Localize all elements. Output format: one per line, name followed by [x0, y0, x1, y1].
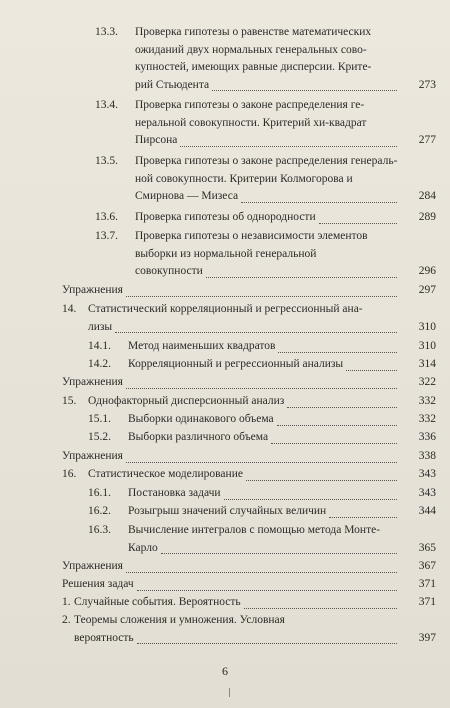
toc-entry-number: 14. [62, 303, 77, 315]
toc-entry-page: 297 [418, 284, 436, 296]
toc-entry-page: 310 [418, 320, 436, 333]
dot-leader [287, 407, 397, 408]
toc-entry-number: 15.1. [88, 413, 111, 425]
toc-entry-page: 371 [418, 578, 436, 590]
toc-entry-title: Вычисление интегралов с помощью метода Монте- [128, 524, 381, 536]
toc-entry-title: вероятность [74, 631, 134, 644]
toc-entry-title: Смирнова — Мизеса [135, 190, 239, 202]
toc-entry[interactable] [0, 393, 436, 411]
toc-entry[interactable] [0, 522, 436, 557]
toc-entry-title: Однофакторный дисперсионный анализ [88, 395, 285, 407]
toc-entry-number: 1. [62, 596, 71, 608]
toc-entry[interactable] [0, 356, 436, 374]
toc-entry[interactable] [0, 24, 436, 94]
toc-entry-number: 16.2. [88, 505, 111, 517]
toc-entry-page: 343 [418, 487, 436, 499]
page-number: 6 [222, 664, 228, 678]
toc-entry-page: 344 [418, 505, 436, 517]
toc-entry-page: 343 [418, 468, 436, 480]
dot-leader [137, 643, 397, 644]
toc-entry-title: Постановка задачи [128, 487, 221, 499]
dot-leader [329, 517, 397, 518]
toc-entry-title: Решения задач [62, 578, 134, 590]
toc-entry-number: 16. [62, 468, 77, 480]
toc-entry-page: 284 [418, 190, 436, 202]
toc-entry[interactable] [0, 374, 436, 392]
toc-entry-title: Выборки одинакового объема [128, 413, 274, 425]
toc-entry[interactable] [0, 612, 436, 647]
toc-entry-number: 13.3. [95, 26, 118, 38]
toc-entry[interactable] [0, 153, 436, 206]
toc-entry-page: 310 [418, 340, 436, 352]
toc-entry-title: Проверка гипотезы об однородности [135, 211, 316, 223]
dot-leader [244, 608, 397, 609]
toc-entry-title: лизы [88, 320, 113, 333]
toc-entry[interactable] [0, 338, 436, 356]
dot-leader [212, 90, 397, 91]
toc-entry-page: 397 [418, 631, 436, 644]
toc-entry-title: Проверка гипотезы о законе распределения ге- [135, 99, 365, 111]
toc-entry-number: 13.5. [95, 155, 118, 167]
toc-entry-number: 13.4. [95, 99, 118, 111]
toc-entry-number: 15. [62, 395, 77, 407]
toc-entry[interactable] [0, 503, 436, 521]
toc-entry[interactable] [0, 411, 436, 429]
dot-leader [126, 296, 397, 297]
toc-entry-title: Случайные события. Вероятность [74, 596, 241, 608]
toc-entry[interactable] [0, 97, 436, 150]
toc-entry-number: 15.2. [88, 431, 111, 443]
toc-entry-title: Метод наименьших квадратов [128, 340, 276, 352]
dot-leader [346, 370, 397, 371]
dot-leader [271, 443, 397, 444]
toc-entry-title: ной совокупности. Критерии Колмогорова и [135, 172, 353, 185]
dot-leader [206, 277, 397, 278]
toc-entry[interactable] [0, 594, 436, 612]
toc-entry-title: Розыгрыш значений случайных величин [128, 505, 327, 517]
toc-entry-page: 332 [418, 395, 436, 407]
toc-entry[interactable] [0, 301, 436, 336]
dot-leader [137, 590, 397, 591]
toc-entry-title: купностей, имеющих равные дисперсии. Крите- [135, 61, 372, 73]
toc-entry[interactable] [0, 558, 436, 576]
toc-entry-page: 367 [418, 560, 436, 572]
toc-entry-title: выборки из нормальной генеральной [135, 247, 317, 260]
toc-entry-page: 314 [418, 358, 436, 370]
toc-entry[interactable] [0, 448, 436, 466]
toc-entry-number: 16.3. [88, 524, 111, 536]
toc-entry-title: Теоремы сложения и умножения. Условная [74, 614, 285, 626]
dot-leader [126, 572, 397, 573]
toc-entry[interactable] [0, 209, 436, 227]
dot-leader [126, 462, 397, 463]
dot-leader [224, 499, 397, 500]
toc-entry-title: Карло [128, 541, 158, 554]
toc-entry-page: 277 [418, 134, 436, 146]
toc-entry-title: совокупности [135, 265, 203, 277]
dot-leader [126, 388, 397, 389]
page-mark [229, 688, 230, 697]
toc-entry[interactable] [0, 282, 436, 300]
toc-entry-title: Проверка гипотезы о законе распределения генераль- [135, 155, 398, 167]
toc-entry[interactable] [0, 485, 436, 503]
toc-entry[interactable] [0, 429, 436, 447]
dot-leader [180, 146, 397, 147]
toc-entry-page: 338 [418, 450, 436, 462]
toc-entry-title: Упражнения [62, 376, 123, 388]
toc-entry-title: Проверка гипотезы о равенстве математических [135, 26, 372, 38]
toc-entry-title: Упражнения [62, 284, 123, 296]
toc-entry-page: 296 [418, 265, 436, 277]
toc-entry-page: 365 [418, 541, 436, 554]
toc-entry-page: 371 [418, 596, 436, 608]
toc-entry-page: 336 [418, 431, 436, 443]
dot-leader [278, 352, 397, 353]
toc-entry-title: ожиданий двух нормальных генеральных сово- [135, 43, 367, 56]
toc-entry-page: 273 [418, 78, 436, 91]
toc-entry[interactable] [0, 228, 436, 281]
toc-entry-number: 14.2. [88, 358, 111, 370]
toc-entry-number: 13.6. [95, 211, 118, 223]
toc-entry-page: 322 [418, 376, 436, 388]
dot-leader [161, 553, 397, 554]
dot-leader [319, 223, 397, 224]
toc-entry-title: Пирсона [135, 134, 178, 146]
toc-entry-title: Упражнения [62, 450, 123, 462]
toc-entry-page: 289 [418, 211, 436, 223]
toc-entry-title: Выборки различного объема [128, 431, 269, 443]
dot-leader [246, 480, 397, 481]
dot-leader [277, 425, 397, 426]
toc-entry-number: 14.1. [88, 340, 111, 352]
toc-entry-title: Упражнения [62, 560, 123, 572]
toc-entry-number: 16.1. [88, 487, 111, 499]
toc-entry-title: рий Стьюдента [135, 78, 210, 91]
toc-entry-title: Проверка гипотезы о независимости элементов [135, 230, 368, 242]
toc-entry[interactable] [0, 466, 436, 484]
dot-leader [241, 202, 397, 203]
toc-entry[interactable] [0, 576, 436, 594]
toc-entry-title: Статистическое моделирование [88, 468, 243, 480]
toc-entry-number: 2. [62, 614, 71, 626]
toc-entry-title: неральной совокупности. Критерий хи-квадрат [135, 116, 367, 129]
toc-entry-number: 13.7. [95, 230, 118, 242]
dot-leader [115, 332, 397, 333]
toc-entry-title: Статистический корреляционный и регрессионный ана- [88, 303, 363, 315]
toc-entry-page: 332 [418, 413, 436, 425]
toc-entry-title: Корреляционный и регрессионный анализы [128, 358, 344, 370]
